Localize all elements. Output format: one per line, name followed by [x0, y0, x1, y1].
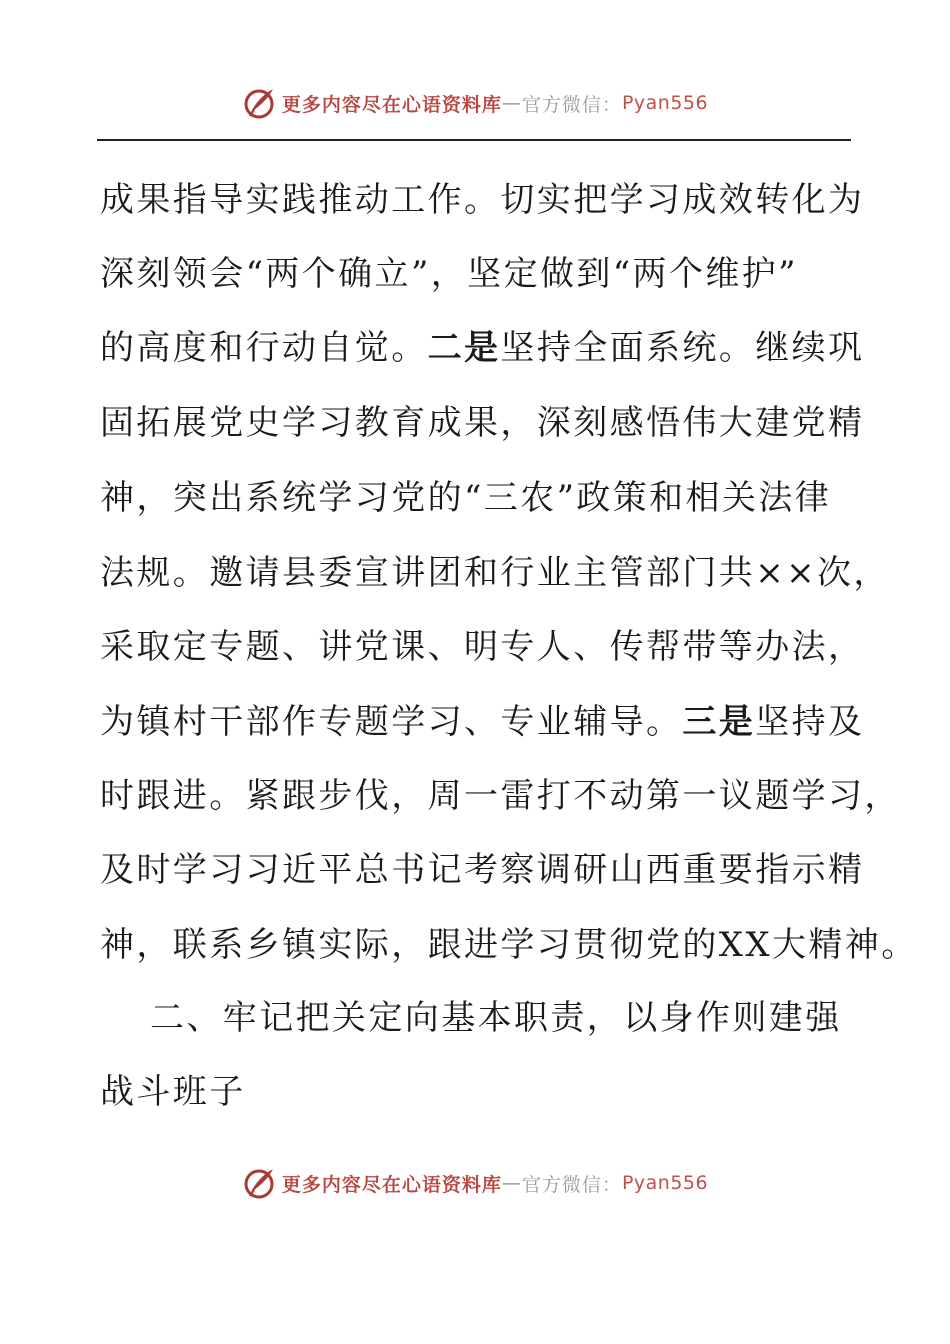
body-line-4: 固拓展党史学习教育成果，深刻感悟伟大建党精	[100, 403, 865, 443]
header-wechat-label: 官方微信：	[521, 93, 622, 116]
quill-seal-icon	[242, 86, 276, 120]
header-banner	[0, 83, 950, 123]
footer-banner	[0, 1163, 950, 1203]
body-line-9: 时跟进。紧跟步伐，周一雷打不动第一议题学习，	[100, 776, 901, 816]
footer-site-name: 更多内容尽在心语资料库	[281, 1173, 502, 1196]
body-line-11: 神，联系乡镇实际，跟进学习贯彻党的XX大精神。	[100, 925, 918, 965]
section-heading-line-2: 战斗班子	[100, 1072, 246, 1112]
body-line-3: 的高度和行动自觉。二是坚持全面系统。继续巩	[100, 328, 865, 368]
header-site-name: 更多内容尽在心语资料库	[281, 93, 502, 116]
body-line-10: 及时学习习近平总书记考察调研山西重要指示精	[100, 850, 865, 890]
footer-separator: —	[501, 1172, 522, 1194]
body-line-8: 为镇村干部作专题学习、专业辅导。三是坚持及	[100, 702, 865, 742]
bold-marker-two: 二是	[427, 328, 501, 368]
footer-wechat-label: 官方微信：	[521, 1173, 622, 1196]
body-line-6: 法规。邀请县委宣讲团和行业主管部门共××次，	[100, 553, 890, 593]
bold-marker-three: 三是	[682, 702, 756, 742]
quill-seal-icon	[242, 1166, 276, 1200]
section-heading-line-1: 二、牢记把关定向基本职责，以身作则建强	[150, 998, 842, 1038]
footer-wechat-id: Pyan556	[621, 1172, 709, 1194]
body-line-7: 采取定专题、讲党课、明专人、传帮带等办法，	[100, 627, 865, 667]
body-line-1: 成果指导实践推动工作。切实把学习成效转化为	[100, 180, 865, 220]
header-separator: —	[501, 92, 522, 114]
header-rule	[97, 139, 851, 141]
body-line-2: 深刻领会“两个确立”，坚定做到“两个维护”	[100, 254, 798, 294]
body-line-5: 神，突出系统学习党的“三农”政策和相关法律	[100, 478, 832, 518]
header-wechat-id: Pyan556	[621, 92, 709, 114]
